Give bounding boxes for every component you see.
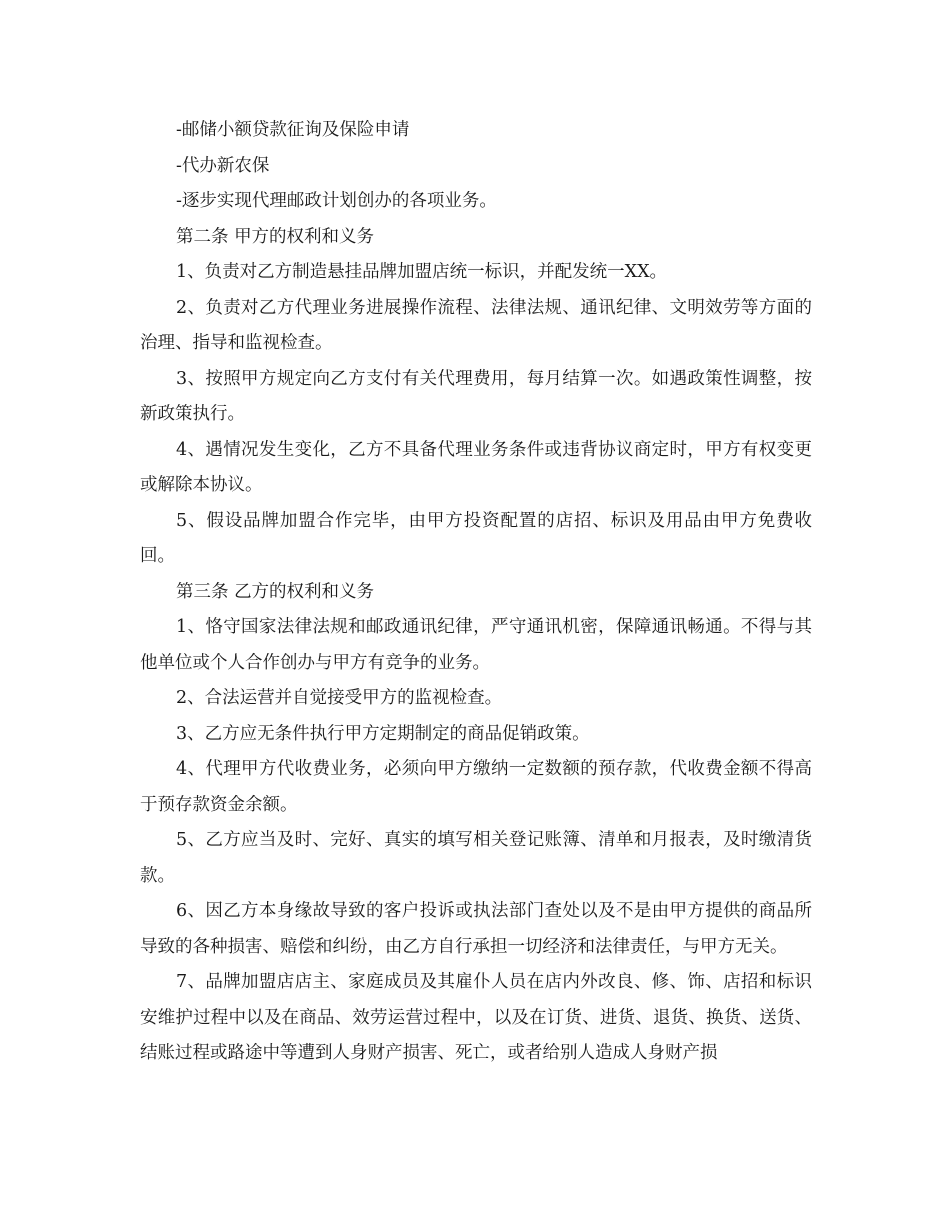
paragraph-item-3: -逐步实现代理邮政计划创办的各项业务。 bbox=[176, 191, 497, 211]
paragraph-item-17: 7、品牌加盟店店主、家庭成员及其雇仆人员在店内外改良、修、饰、店招和标识安维护过程中以及在商品、效劳运营过程中，以及在订货、进货、退货、换货、送货、结账过程或路途中等遭到人身财产损害、死亡，或者给别人造成人身财产损 bbox=[140, 972, 812, 1063]
paragraph-item-1: -邮储小额贷款征询及保险申请 bbox=[176, 120, 410, 140]
document-body bbox=[140, 113, 812, 1072]
paragraph-item-5: 1、负责对乙方制造悬挂品牌加盟店统一标识，并配发统一XX。 bbox=[176, 262, 668, 282]
paragraph-item-13: 3、乙方应无条件执行甲方定期制定的商品促销政策。 bbox=[176, 723, 590, 744]
paragraph-item-11: 1、恪守国家法律法规和邮政通讯纪律，严守通讯机密，保障通讯畅通。不得与其他单位或个人合作创办与甲方有竞争的业务。 bbox=[140, 617, 812, 673]
paragraph-item-15: 5、乙方应当及时、完好、真实的填写相关登记账簿、清单和月报表，及时缴清货款。 bbox=[140, 830, 812, 886]
paragraph-item-7: 3、按照甲方规定向乙方支付有关代理费用，每月结算一次。如遇政策性调整，按新政策执行。 bbox=[140, 368, 812, 424]
paragraph-item-2: -代办新农保 bbox=[176, 155, 270, 176]
paragraph-item-14: 4、代理甲方代收费业务，必须向甲方缴纳一定数额的预存款，代收费金额不得高于预存款资金余额。 bbox=[140, 759, 812, 815]
section-heading-article-2: 第二条 甲方的权利和义务 bbox=[176, 226, 375, 247]
paragraph-item-9: 5、假设品牌加盟合作完毕，由甲方投资配置的店招、标识及用品由甲方免费收回。 bbox=[140, 510, 812, 566]
paragraph-item-16: 6、因乙方本身缘故导致的客户投诉或执法部门查处以及不是由甲方提供的商品所导致的各种损害、赔偿和纠纷，由乙方自行承担一切经济和法律责任，与甲方无关。 bbox=[140, 901, 812, 957]
paragraph-item-8: 4、遇情况发生变化，乙方不具备代理业务条件或违背协议商定时，甲方有权变更或解除本协议。 bbox=[140, 439, 812, 495]
paragraph-item-6: 2、负责对乙方代理业务进展操作流程、法律法规、通讯纪律、文明效劳等方面的治理、指导和监视检查。 bbox=[140, 297, 812, 353]
paragraph-item-12: 2、合法运营并自觉接受甲方的监视检查。 bbox=[176, 688, 503, 708]
section-heading-article-3: 第三条 乙方的权利和义务 bbox=[176, 581, 375, 602]
